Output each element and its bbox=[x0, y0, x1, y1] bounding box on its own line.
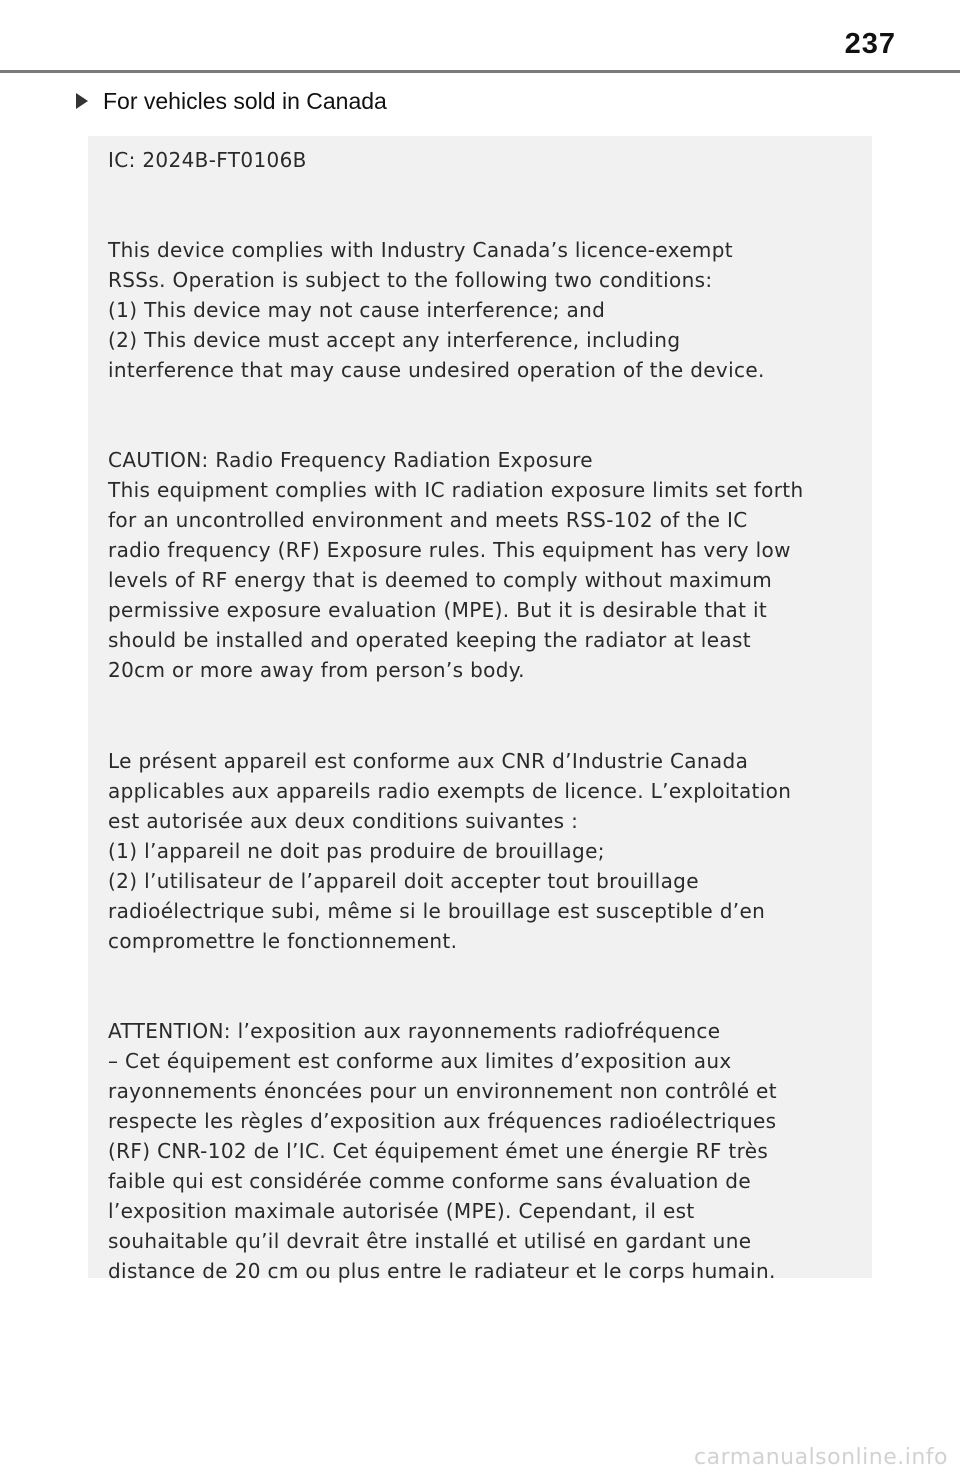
label-line: This device complies with Industry Canada’s licence-exempt bbox=[108, 238, 733, 262]
label-line: (1) This device may not cause interference; and bbox=[108, 298, 606, 322]
ic-number-block bbox=[108, 145, 864, 175]
label-line: l’exposition maximale autorisée (MPE). Cependant, il est bbox=[108, 1199, 695, 1223]
attention-heading: ATTENTION: l’exposition aux rayonnements radiofréquence bbox=[108, 1019, 721, 1043]
label-line: interference that may cause undesired operation of the device. bbox=[108, 358, 765, 382]
label-line: – Cet équipement est conforme aux limites d’exposition aux bbox=[108, 1049, 732, 1073]
label-line: permissive exposure evaluation (MPE). But it is desirable that it bbox=[108, 598, 768, 622]
label-line: for an uncontrolled environment and meets RSS-102 of the IC bbox=[108, 508, 748, 532]
label-line: souhaitable qu’il devrait être installé et utilisé en gardant une bbox=[108, 1229, 752, 1253]
regulatory-label-image bbox=[88, 136, 872, 1283]
label-line: levels of RF energy that is deemed to comply without maximum bbox=[108, 568, 773, 592]
label-line: (2) This device must accept any interference, including bbox=[108, 328, 681, 352]
header-divider bbox=[0, 70, 960, 73]
fr-attention-block bbox=[108, 1016, 864, 1286]
caution-heading: CAUTION: Radio Frequency Radiation Exposure bbox=[108, 448, 593, 472]
label-line: (RF) CNR-102 de l’IC. Cet équipement émet une énergie RF très bbox=[108, 1139, 769, 1163]
label-line: RSSs. Operation is subject to the following two conditions: bbox=[108, 268, 713, 292]
section-heading-text: For vehicles sold in Canada bbox=[103, 87, 387, 114]
label-line: should be installed and operated keeping the radiator at least bbox=[108, 628, 751, 652]
ic-number: IC: 2024B-FT0106B bbox=[108, 148, 307, 172]
label-line: (2) l’utilisateur de l’appareil doit accepter tout brouillage bbox=[108, 869, 699, 893]
label-line: distance de 20 cm ou plus entre le radiateur et le corps humain. bbox=[108, 1259, 776, 1283]
label-line: respecte les règles d’exposition aux fréquences radioélectriques bbox=[108, 1109, 777, 1133]
watermark: carmanualsonline.info bbox=[694, 1445, 948, 1470]
label-line: This equipment complies with IC radiation exposure limits set forth bbox=[108, 478, 804, 502]
en-caution-block bbox=[108, 445, 864, 685]
label-line: (1) l’appareil ne doit pas produire de brouillage; bbox=[108, 839, 605, 863]
label-line: compromettre le fonctionnement. bbox=[108, 929, 458, 953]
label-line: radio frequency (RF) Exposure rules. This equipment has very low bbox=[108, 538, 791, 562]
regulatory-label-text bbox=[108, 145, 864, 1286]
label-line: est autorisée aux deux conditions suivantes : bbox=[108, 809, 579, 833]
label-line: radioélectrique subi, même si le brouillage est susceptible d’en bbox=[108, 899, 766, 923]
label-line: faible qui est considérée comme conforme sans évaluation de bbox=[108, 1169, 752, 1193]
label-line: Le présent appareil est conforme aux CNR d’Industrie Canada bbox=[108, 749, 749, 773]
section-heading bbox=[76, 86, 387, 116]
fr-compliance-block bbox=[108, 746, 864, 956]
triangle-right-icon bbox=[76, 93, 88, 109]
label-line: 20cm or more away from person’s body. bbox=[108, 658, 525, 682]
label-line: rayonnements énoncées pour un environnement non contrôlé et bbox=[108, 1079, 777, 1103]
label-line: applicables aux appareils radio exempts de licence. L’exploitation bbox=[108, 779, 792, 803]
en-compliance-block bbox=[108, 235, 864, 385]
page-number: 237 bbox=[844, 28, 896, 60]
